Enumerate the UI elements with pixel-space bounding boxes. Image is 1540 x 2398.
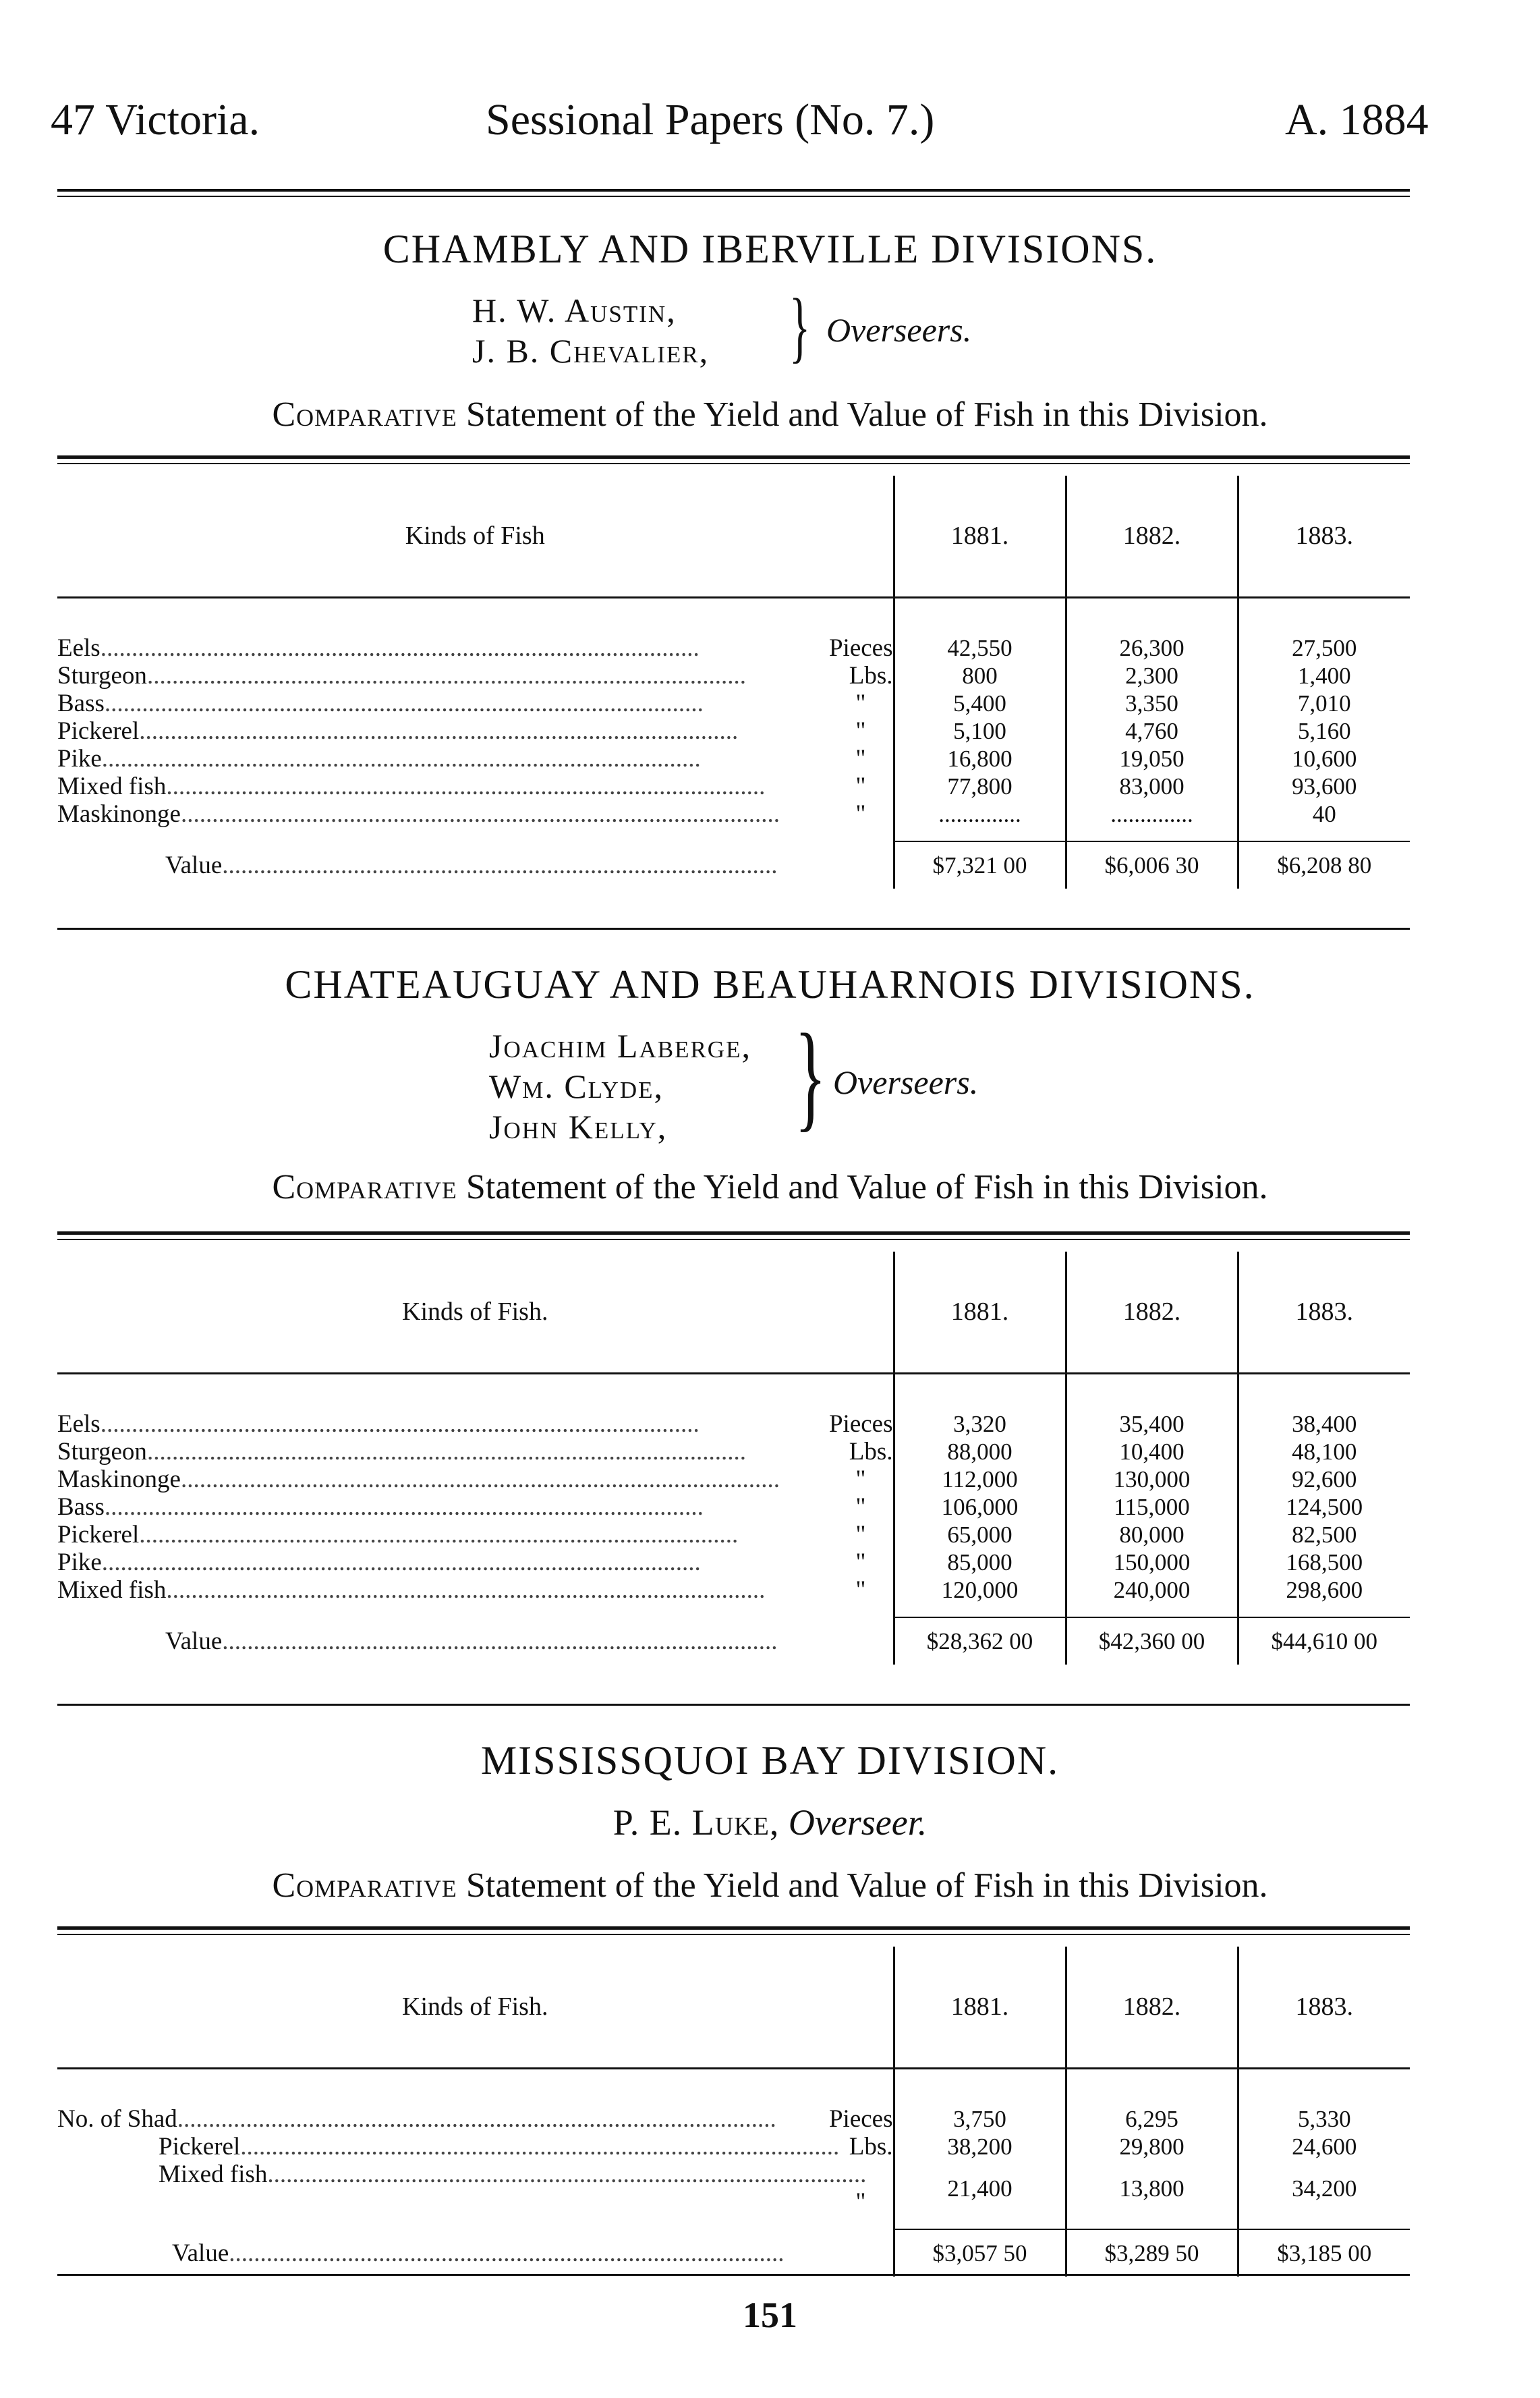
cell-value: 5,100	[894, 717, 1066, 745]
unit: "	[855, 1576, 866, 1604]
table-bottom-rule	[57, 1704, 1410, 1706]
cell-value: 130,000	[1066, 1466, 1238, 1493]
cell-value: 115,000	[1066, 1493, 1238, 1521]
statement-text: Statement of the Yield and Value of Fish in this Division.	[465, 395, 1268, 434]
cell-value: 3,320	[894, 1410, 1066, 1438]
unit: Lbs.	[849, 2133, 893, 2160]
total-value: $6,208 80	[1238, 841, 1410, 889]
cell-value: 10,600	[1238, 745, 1410, 773]
table-bottom-rule	[57, 2274, 1410, 2276]
cell-value: 16,800	[894, 745, 1066, 773]
fish-table	[57, 1947, 1410, 2277]
fish-kind: No. of Shad	[57, 2105, 177, 2133]
cell-value: 5,400	[894, 690, 1066, 717]
cell-value: 6,295	[1066, 2105, 1238, 2133]
table-top-rule	[57, 1231, 1410, 1235]
value-label: Value	[165, 1627, 223, 1655]
table-row: Mixed fish................................................................................................ " 77,800 83,000 93,600	[57, 773, 1410, 800]
statement-lead: Comparative	[272, 1168, 457, 1206]
cell-value: 1,400	[1238, 662, 1410, 690]
unit: "	[855, 1549, 866, 1576]
overseer-list	[472, 290, 709, 371]
cell-value: 168,500	[1238, 1549, 1410, 1576]
cell-value: 26,300	[1066, 634, 1238, 662]
cell-value: 77,800	[894, 773, 1066, 800]
value-label: Value	[172, 2239, 229, 2267]
cell-value: 120,000	[894, 1576, 1066, 1604]
fish-kind: Pike	[57, 1549, 102, 1576]
cell-value: 80,000	[1066, 1521, 1238, 1549]
overseer-label: Overseer.	[788, 1802, 928, 1843]
section-title: CHATEAUGUAY AND BEAUHARNOIS DIVISIONS.	[285, 962, 1255, 1007]
fish-kind: Eels	[57, 634, 101, 662]
header-year: A. 1884	[1285, 95, 1429, 144]
total-value: $3,185 00	[1238, 2229, 1410, 2277]
cell-value: ..............	[894, 800, 1066, 828]
brace-icon: }	[789, 282, 811, 370]
cell-value: 40	[1238, 800, 1410, 828]
statement-lead: Comparative	[272, 1866, 457, 1905]
unit: Lbs.	[849, 1438, 893, 1466]
table-total-row: Value......................................................................................... $28,362 00 $42,360 00 $44,610 00	[57, 1617, 1410, 1665]
fish-kind: Bass	[57, 690, 105, 717]
cell-value: 150,000	[1066, 1549, 1238, 1576]
cell-value: 92,600	[1238, 1466, 1410, 1493]
cell-value: 10,400	[1066, 1438, 1238, 1466]
overseer-line	[0, 1802, 1540, 1843]
fish-kind: Eels	[57, 1410, 101, 1438]
table-row: Pike................................................................................................ " 16,800 19,050 10,600	[57, 745, 1410, 773]
column-header-year: 1882.	[1066, 476, 1238, 597]
fish-kind: Sturgeon	[57, 1438, 147, 1466]
fish-kind: Pickerel	[159, 2133, 241, 2160]
total-value: $3,289 50	[1066, 2229, 1238, 2277]
cell-value: 7,010	[1238, 690, 1410, 717]
table-row: Pickerel................................................................................................ " 65,000 80,000 82,500	[57, 1521, 1410, 1549]
unit: "	[855, 800, 866, 828]
fish-kind: Sturgeon	[57, 662, 147, 690]
table-row: Bass................................................................................................ " 106,000 115,000 124,500	[57, 1493, 1410, 1521]
cell-value: 2,300	[1066, 662, 1238, 690]
overseer-label: Overseers.	[833, 1063, 979, 1101]
cell-value: 29,800	[1066, 2133, 1238, 2160]
column-header-kind: Kinds of Fish	[405, 522, 545, 551]
overseer-name: J. B. Chevalier,	[472, 332, 710, 370]
cell-value: 83,000	[1066, 773, 1238, 800]
fish-kind: Pike	[57, 745, 102, 773]
unit: "	[855, 745, 866, 773]
cell-value: 35,400	[1066, 1410, 1238, 1438]
statement-heading	[0, 395, 1540, 435]
cell-value: 24,600	[1238, 2133, 1410, 2160]
overseer-name: Joachim Laberge,	[489, 1027, 751, 1065]
overseer-name: H. W. Austin,	[472, 291, 677, 329]
total-value: $7,321 00	[894, 841, 1066, 889]
header-rule	[57, 189, 1410, 192]
value-label: Value	[165, 851, 223, 879]
cell-value: 65,000	[894, 1521, 1066, 1549]
column-header-year: 1881.	[894, 1947, 1066, 2068]
unit: "	[855, 690, 866, 717]
overseer-name: P. E. Luke,	[612, 1802, 780, 1843]
table-row: Pickerel................................................................................................ Lbs. 38,200 29,800 24,600	[57, 2133, 1410, 2160]
statement-text: Statement of the Yield and Value of Fish in this Division.	[465, 1866, 1268, 1905]
fish-kind: Mixed fish	[159, 2160, 268, 2188]
cell-value: 38,400	[1238, 1410, 1410, 1438]
fish-kind: Mixed fish	[57, 773, 167, 800]
cell-value: 800	[894, 662, 1066, 690]
cell-value: 27,500	[1238, 634, 1410, 662]
unit: "	[855, 1466, 866, 1493]
table-row: Maskinonge................................................................................................ " 112,000 130,000 92,600	[57, 1466, 1410, 1493]
column-header-year: 1883.	[1238, 476, 1410, 597]
cell-value: 21,400	[894, 2160, 1066, 2216]
cell-value: 48,100	[1238, 1438, 1410, 1466]
fish-kind: Bass	[57, 1493, 105, 1521]
column-header-kind: Kinds of Fish.	[402, 1298, 548, 1327]
cell-value: 3,750	[894, 2105, 1066, 2133]
unit: Pieces	[828, 2105, 893, 2133]
fish-table	[57, 476, 1410, 889]
column-header-year: 1883.	[1238, 1252, 1410, 1373]
table-row: Eels................................................................................................ Pieces 42,550 26,300 27,500	[57, 634, 1410, 662]
fish-kind: Pickerel	[57, 717, 140, 745]
column-header-year: 1883.	[1238, 1947, 1410, 2068]
table-bottom-rule	[57, 928, 1410, 930]
section-title: MISSISSQUOI BAY DIVISION.	[480, 1738, 1060, 1783]
cell-value: 106,000	[894, 1493, 1066, 1521]
column-header-year: 1882.	[1066, 1252, 1238, 1373]
unit: "	[855, 773, 866, 800]
cell-value: 5,330	[1238, 2105, 1410, 2133]
cell-value: 240,000	[1066, 1576, 1238, 1604]
column-header-kind: Kinds of Fish.	[402, 1992, 548, 2021]
unit: "	[855, 717, 866, 745]
overseer-label: Overseers.	[826, 311, 972, 349]
overseer-list	[489, 1026, 751, 1147]
table-header-row	[57, 1252, 1410, 1373]
brace-icon: }	[795, 1009, 826, 1142]
fish-kind: Maskinonge	[57, 1466, 181, 1493]
cell-value: 42,550	[894, 634, 1066, 662]
table-row: Bass................................................................................................ " 5,400 3,350 7,010	[57, 690, 1410, 717]
table-total-row: Value......................................................................................... $3,057 50 $3,289 50 $3,185 00	[57, 2229, 1410, 2277]
table-row: No. of Shad................................................................................................ Pieces 3,750 6,295 5,330	[57, 2105, 1410, 2133]
overseer-name: Wm. Clyde,	[489, 1067, 664, 1105]
fish-kind: Pickerel	[57, 1521, 140, 1549]
page-number: 151	[743, 2295, 797, 2335]
statement-heading	[0, 1866, 1540, 1905]
table-row: Mixed fish................................................................................................ " 120,000 240,000 298,600	[57, 1576, 1410, 1604]
unit: Pieces	[828, 634, 893, 662]
total-value: $44,610 00	[1238, 1617, 1410, 1665]
cell-value: ..............	[1066, 800, 1238, 828]
table-top-rule-thin	[57, 1934, 1410, 1935]
statement-text: Statement of the Yield and Value of Fish in this Division.	[465, 1168, 1268, 1206]
header-rule-thin	[57, 196, 1410, 197]
cell-value: 93,600	[1238, 773, 1410, 800]
fish-table	[57, 1252, 1410, 1665]
table-top-rule-thin	[57, 463, 1410, 464]
cell-value: 38,200	[894, 2133, 1066, 2160]
total-value: $6,006 30	[1066, 841, 1238, 889]
table-top-rule-thin	[57, 1239, 1410, 1240]
statement-lead: Comparative	[272, 395, 457, 434]
total-value: $3,057 50	[894, 2229, 1066, 2277]
cell-value: 19,050	[1066, 745, 1238, 773]
table-top-rule	[57, 455, 1410, 459]
column-header-year: 1881.	[894, 476, 1066, 597]
cell-value: 85,000	[894, 1549, 1066, 1576]
fish-kind: Maskinonge	[57, 800, 181, 828]
total-value: $42,360 00	[1066, 1617, 1238, 1665]
unit: Lbs.	[849, 662, 893, 690]
cell-value: 13,800	[1066, 2160, 1238, 2216]
table-row: Mixed fish................................................................................................ " 21,400 13,800 34,200	[57, 2160, 1410, 2216]
table-row: Sturgeon................................................................................................ Lbs. 800 2,300 1,400	[57, 662, 1410, 690]
unit: Pieces	[828, 1410, 893, 1438]
cell-value: 112,000	[894, 1466, 1066, 1493]
cell-value: 4,760	[1066, 717, 1238, 745]
unit: "	[855, 1521, 866, 1549]
table-row: Pike................................................................................................ " 85,000 150,000 168,500	[57, 1549, 1410, 1576]
header-title: Sessional Papers (No. 7.)	[486, 95, 935, 144]
column-header-year: 1882.	[1066, 1947, 1238, 2068]
column-header-year: 1881.	[894, 1252, 1066, 1373]
table-header-row	[57, 476, 1410, 597]
overseer-name: John Kelly,	[489, 1108, 668, 1146]
table-header-row	[57, 1947, 1410, 2068]
cell-value: 82,500	[1238, 1521, 1410, 1549]
table-row: Eels................................................................................................ Pieces 3,320 35,400 38,400	[57, 1410, 1410, 1438]
total-value: $28,362 00	[894, 1617, 1066, 1665]
cell-value: 3,350	[1066, 690, 1238, 717]
fish-kind: Mixed fish	[57, 1576, 167, 1604]
table-row: Sturgeon................................................................................................ Lbs. 88,000 10,400 48,100	[57, 1438, 1410, 1466]
section-title: CHAMBLY AND IBERVILLE DIVISIONS.	[382, 227, 1158, 271]
unit: "	[855, 2188, 866, 2216]
cell-value: 298,600	[1238, 1576, 1410, 1604]
cell-value: 34,200	[1238, 2160, 1410, 2216]
unit: "	[855, 1493, 866, 1521]
table-top-rule	[57, 1926, 1410, 1930]
table-row: Maskinonge................................................................................................ " .............. .............. 40	[57, 800, 1410, 828]
cell-value: 88,000	[894, 1438, 1066, 1466]
table-row: Pickerel................................................................................................ " 5,100 4,760 5,160	[57, 717, 1410, 745]
header-volume: 47 Victoria.	[51, 95, 260, 144]
cell-value: 124,500	[1238, 1493, 1410, 1521]
statement-heading	[0, 1167, 1540, 1207]
table-total-row: Value......................................................................................... $7,321 00 $6,006 30 $6,208 80	[57, 841, 1410, 889]
cell-value: 5,160	[1238, 717, 1410, 745]
